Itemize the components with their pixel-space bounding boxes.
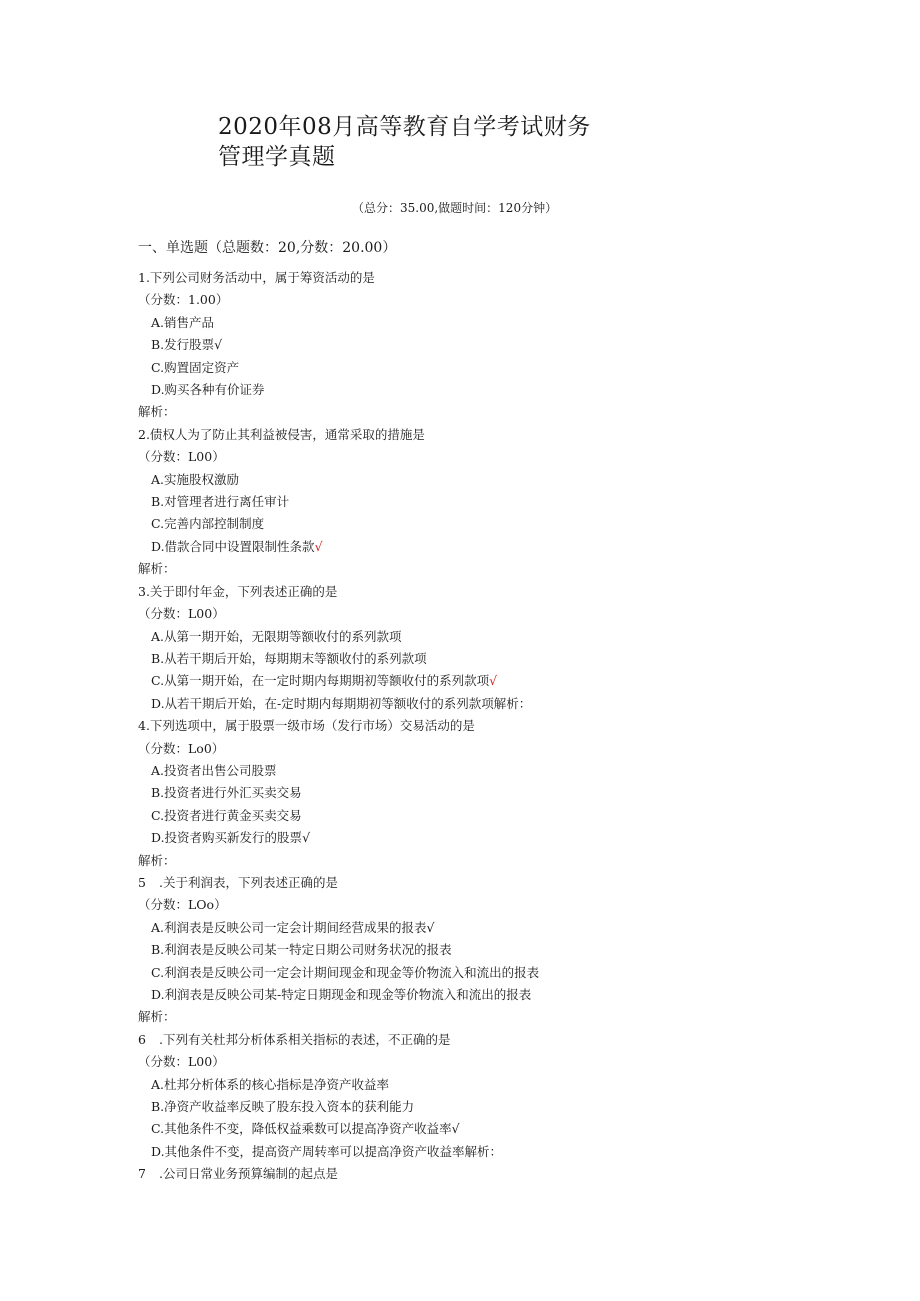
question-text: .下列有关杜邦分析体系相关指标的表述，不正确的是 bbox=[159, 1031, 451, 1047]
question-number: 7 bbox=[138, 1166, 146, 1182]
check-mark: √ bbox=[489, 673, 498, 689]
question-score: （分数：L00） bbox=[138, 606, 225, 622]
exam-info: （总分：35.00,做题时间：120分钟） bbox=[352, 201, 558, 215]
option-d bbox=[138, 827, 698, 849]
analysis-label: 解析： bbox=[138, 1009, 176, 1025]
analysis-label: 解析： bbox=[138, 852, 176, 868]
option-c: C.完善内部控制制度 bbox=[151, 516, 265, 532]
question-stem: 4.下列选项中，属于股票一级市场（发行市场）交易活动的是 bbox=[138, 718, 475, 734]
question-stem bbox=[138, 1029, 698, 1051]
question-stem: 2.债权人为了防止其利益被侵害，通常采取的措施是 bbox=[138, 426, 425, 442]
question-number: 5 bbox=[138, 874, 146, 890]
section-heading: 一、单选题（总题数：20,分数：20.00） bbox=[138, 240, 397, 256]
option-b bbox=[138, 334, 698, 356]
option-d: D.其他条件不变，提高资产周转率可以提高净资产收益率解析： bbox=[151, 1143, 503, 1159]
check-mark: √ bbox=[302, 830, 311, 846]
document-title bbox=[218, 112, 618, 172]
option-a: A.杜邦分析体系的核心指标是净资产收益率 bbox=[151, 1076, 390, 1092]
question-stem bbox=[138, 1163, 698, 1185]
question-text: .关于利润表，下列表述正确的是 bbox=[159, 874, 338, 890]
option-c: C.利润表是反映公司一定会计期间现金和现金等价物流入和流出的报表 bbox=[151, 964, 540, 980]
option-d: D.利润表是反映公司某-特定日期现金和现金等价物流入和流出的报表 bbox=[151, 987, 532, 1002]
analysis-label: 解析： bbox=[138, 404, 176, 420]
option-d bbox=[138, 536, 698, 558]
question-text: .公司日常业务预算编制的起点是 bbox=[159, 1166, 338, 1182]
option-d: D.购买各种有价证券 bbox=[151, 382, 265, 398]
check-mark: √ bbox=[451, 1121, 460, 1137]
question-score: （分数：LOo） bbox=[138, 897, 227, 913]
question-score: （分数：L00） bbox=[138, 1054, 225, 1070]
option-a: A.从第一期开始，无限期等额收付的系列款项 bbox=[151, 628, 402, 644]
question-stem bbox=[138, 872, 698, 894]
title-line-2: 管理学真题 bbox=[218, 144, 336, 170]
option-b: B.投资者进行外汇买卖交易 bbox=[151, 785, 302, 801]
check-mark: √ bbox=[214, 337, 223, 353]
option-c bbox=[138, 670, 698, 692]
title-line-1: 2020年08月高等教育自学考试财务 bbox=[218, 114, 591, 140]
option-text: D.投资者购买新发行的股票 bbox=[151, 830, 303, 846]
question-number: 6 bbox=[138, 1031, 146, 1047]
option-a: A.销售产品 bbox=[151, 314, 215, 330]
option-text: C.从第一期开始，在一定时期内每期期初等额收付的系列款项 bbox=[151, 673, 490, 689]
option-c: C.投资者进行黄金买卖交易 bbox=[151, 807, 302, 823]
question-score: （分数：1.00） bbox=[138, 292, 229, 308]
option-c bbox=[138, 1118, 698, 1140]
option-text: A.利润表是反映公司一定会计期间经营成果的报表 bbox=[151, 919, 427, 935]
option-c: C.购置固定资产 bbox=[151, 359, 240, 375]
analysis-label: 解析： bbox=[138, 561, 176, 577]
option-text: C.其他条件不变，降低权益乘数可以提高净资产收益率 bbox=[151, 1121, 452, 1137]
option-b: B.从若干期后开始，每期期末等额收付的系列款项 bbox=[151, 650, 427, 666]
option-text: D.借款合同中设置限制性条款 bbox=[151, 538, 315, 554]
question-stem: 1.下列公司财务活动中，属于筹资活动的是 bbox=[138, 270, 375, 285]
option-b: B.利润表是反映公司某一特定日期公司财务状况的报表 bbox=[151, 942, 452, 958]
option-b: B.净资产收益率反映了股东投入资本的获利能力 bbox=[151, 1099, 415, 1115]
option-b: B.对管理者进行离任审计 bbox=[151, 494, 290, 510]
check-mark: √ bbox=[314, 538, 323, 554]
question-score: （分数：L00） bbox=[138, 449, 225, 465]
question-score: （分数：Lo0） bbox=[138, 740, 225, 756]
option-d: D.从若干期后开始，在-定时期内每期期初等额收付的系列款项解析： bbox=[151, 695, 532, 711]
question-stem: 3.关于即付年金，下列表述正确的是 bbox=[138, 583, 338, 599]
option-a: A.投资者出售公司股票 bbox=[151, 762, 277, 778]
option-a bbox=[138, 917, 698, 939]
question-list bbox=[138, 267, 698, 1186]
option-text: B.发行股票 bbox=[151, 337, 215, 353]
check-mark: √ bbox=[426, 919, 435, 935]
option-a: A.实施股权激励 bbox=[151, 471, 240, 487]
